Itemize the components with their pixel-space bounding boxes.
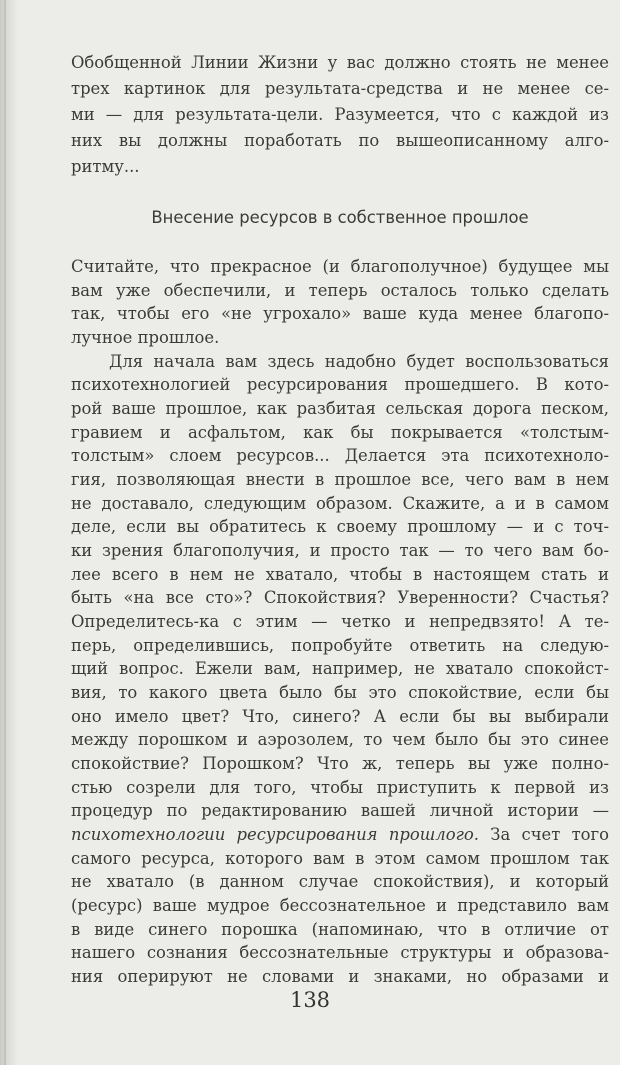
text-line: ми — для результата-цели. Разумеется, что с каждой из <box>71 105 609 124</box>
text-line: Определитесь-ка с этим — четко и непредвзято! А те- <box>71 612 609 631</box>
text-line: Считайте, что прекрасное (и благополучное) будущее мы <box>71 257 609 276</box>
text-line: между порошком и аэрозолем, то чем было бы это синее <box>71 730 609 749</box>
text-line: психотехнологией ресурсирования прошедшего. В кото- <box>71 375 609 394</box>
text-line: быть «на все сто»? Спокойствия? Уверенности? Счастья? <box>71 588 609 607</box>
scan-binding-edge <box>0 0 18 1065</box>
text-line: них вы должны поработать по вышеописанному алго- <box>71 131 609 150</box>
text-line: щий вопрос. Ежели вам, например, не хватало спокойст- <box>71 659 609 678</box>
text-line: Для начала вам здесь надобно будет воспользоваться <box>109 352 609 371</box>
page-number: 138 <box>289 988 331 1012</box>
text-line: вия, то какого цвета было бы это спокойствие, если бы <box>71 683 609 702</box>
text-line: Обобщенной Линии Жизни у вас должно стоять не менее <box>71 53 609 72</box>
text-line-italic-term <box>71 823 609 847</box>
text-fragment: За счет того <box>478 825 609 844</box>
scan-binding-shadow <box>4 0 6 1065</box>
text-line: не хватало (в данном случае спокойствия), и который <box>71 872 609 891</box>
text-line: нашего сознания бессознательные структуры и образова- <box>71 943 609 962</box>
text-line: ки зрения благополучия, и просто так — то чего вам бо- <box>71 541 609 560</box>
text-line: лее всего в нем не хватало, чтобы в настоящем стать и <box>71 565 609 584</box>
text-line: самого ресурса, которого вам в этом самом прошлом так <box>71 849 609 868</box>
text-line: (ресурс) ваше мудрое бессознательное и представило вам <box>71 896 609 915</box>
text-line: оно имело цвет? Что, синего? А если бы вы выбирали <box>71 707 609 726</box>
text-line: гравием и асфальтом, как бы покрывается «толстым- <box>71 423 609 442</box>
text-line: перь, определившись, попробуйте ответить на следую- <box>71 636 609 655</box>
text-line: лучное прошлое. <box>71 328 220 347</box>
text-line: трех картинок для результата-средства и не менее се- <box>71 79 609 98</box>
text-line: толстым» слоем ресурсов... Делается эта психотехноло- <box>71 446 609 465</box>
text-line: не доставало, следующим образом. Скажите, а и в самом <box>71 494 609 513</box>
section-heading: Внесение ресурсов в собственное прошлое <box>151 208 529 227</box>
text-line: вам уже обеспечили, и теперь осталось только сделать <box>71 281 609 300</box>
text-line: ния оперируют не словами и знаками, но образами и <box>71 967 609 986</box>
text-line: гия, позволяющая внести в прошлое все, чего вам в нем <box>71 470 609 489</box>
italic-term: психотехнологии ресурсирования прошлого. <box>71 825 479 844</box>
text-line: так, чтобы его «не угрохало» ваше куда менее благопо- <box>71 304 609 323</box>
text-line: процедур по редактированию вашей личной истории — <box>71 801 609 820</box>
text-line: спокойствие? Порошком? Что ж, теперь вы уже полно- <box>71 754 609 773</box>
text-line: в виде синего порошка (напоминаю, что в отличие от <box>71 920 609 939</box>
text-line: стью созрели для того, чтобы приступить к первой из <box>71 778 609 797</box>
text-line: ритму... <box>71 157 140 176</box>
text-line: деле, если вы обратитесь к своему прошлому — и с точ- <box>71 517 609 536</box>
text-line: рой ваше прошлое, как разбитая сельская дорога песком, <box>71 399 609 418</box>
